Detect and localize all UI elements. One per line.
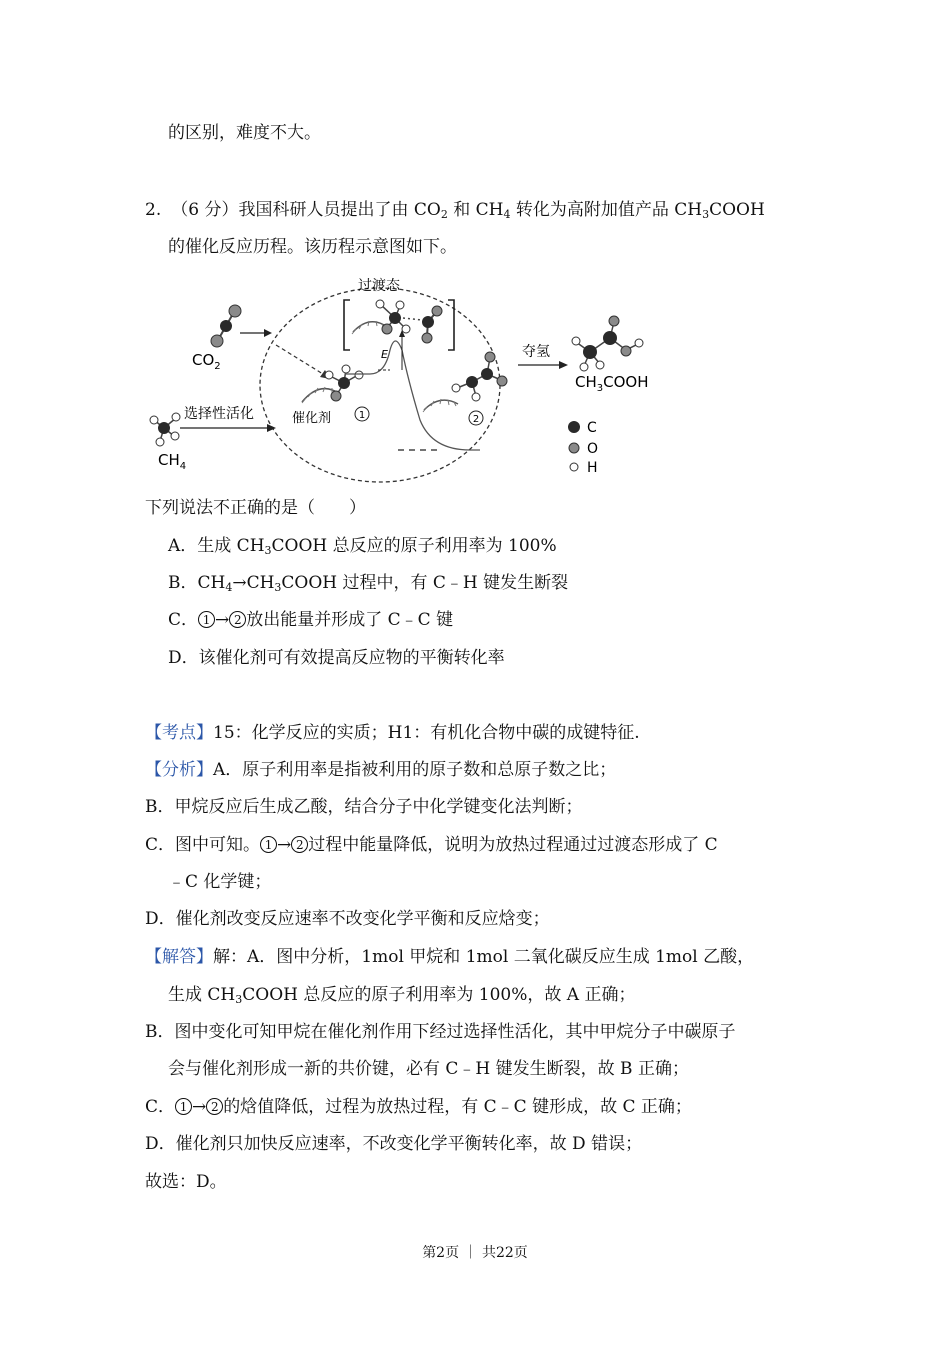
stem-text-1: 我国科研人员提出了由 CO <box>238 200 441 220</box>
intro-line: 的区别，难度不大。 <box>168 123 321 143</box>
circled-2: 2 <box>229 611 246 628</box>
jieda-b1: B．图中变化可知甲烷在催化剂作用下经过选择性活化，其中甲烷分子中碳原子 <box>145 1022 736 1042</box>
fenxi-c: C．图中可知。 1 → 2 过程中能量降低，说明为放热过程通过过渡态形成了 C <box>145 835 718 855</box>
stem-text-3: 转化为高附加值产品 CH <box>510 200 703 220</box>
legend-hydrogen-label: H <box>587 460 598 476</box>
ch4-molecule <box>150 413 180 446</box>
option-c: C． 1 → 2 放出能量并形成了 C﹣C 键 <box>168 610 454 630</box>
step-1-number: 1 <box>358 410 366 421</box>
jieda-tag: 【解答】 <box>145 947 213 967</box>
catalyst-label: 催化剂 <box>292 411 332 426</box>
question-prompt: 下列说法不正确的是（ ） <box>145 498 366 518</box>
intermediate-1 <box>325 365 363 401</box>
bracket-left <box>344 300 350 350</box>
selective-activation-label: 选择性活化 <box>184 406 254 422</box>
fenxi-b: B．甲烷反应后生成乙酸，结合分子中化学键变化法判断； <box>145 797 583 817</box>
page-footer: 第2页 ｜ 共22页 <box>422 1245 528 1261</box>
fenxi-tag: 【分析】 <box>145 760 213 780</box>
fenxi-line: 【分析】A．原子利用率是指被利用的原子数和总原子数之比； <box>145 760 617 780</box>
dehydrogenation-label: 夺氢 <box>522 344 550 360</box>
legend-hydrogen-swatch <box>570 463 578 471</box>
jieda-d: D．催化剂只加快反应速率，不改变化学平衡转化率，故 D 错误； <box>145 1134 643 1154</box>
reaction-diagram <box>140 270 680 485</box>
intermediate-2 <box>452 352 507 401</box>
hydrogen-atom <box>150 416 158 424</box>
stem-text-2: 和 CH <box>447 200 504 220</box>
answer-line: 故选：D。 <box>145 1172 227 1192</box>
question-stem-line2: 的催化反应历程。该历程示意图如下。 <box>168 237 457 257</box>
oxygen-atom <box>229 305 241 317</box>
ch3cooh-molecule <box>572 316 643 371</box>
stem-sub-1: 2 <box>440 208 448 221</box>
atom-legend <box>568 420 598 476</box>
question-score: （6 分） <box>171 200 239 220</box>
option-b: B．$CH_4\to CH_3COOH$ 过程中，有 C﹣H 键发生断裂 <box>168 573 569 594</box>
co2-molecule <box>211 305 241 347</box>
carbon-atom <box>220 320 232 332</box>
energy-label: E <box>381 348 388 361</box>
legend-oxygen-swatch <box>569 443 579 453</box>
energy-curve <box>345 341 480 450</box>
transition-state-label: 过渡态 <box>358 278 400 294</box>
ch4-label: $CH_4$ <box>158 451 187 472</box>
carbon-atom <box>158 422 170 434</box>
option-a: A．生成 $CH_3COOH$ 总反应的原子利用率为 100% <box>168 536 557 557</box>
jieda-c: C． 1 → 2 的焓值降低，过程为放热过程，有 C﹣C 键形成，故 C 正确； <box>145 1097 692 1117</box>
jieda-line: 【解答】解：A．图中分析，1mol 甲烷和 1mol 二氧化碳反应生成 1mol 乙酸， <box>145 947 755 967</box>
kaodian-tag: 【考点】 <box>145 723 213 743</box>
legend-carbon-label: C <box>587 420 597 436</box>
kaodian-line: 【考点】15：化学反应的实质；H1：有机化合物中碳的成键特征. <box>145 723 640 743</box>
jieda-a2: 生成 $CH_3COOH$ 总反应的原子利用率为 100%，故 A 正确； <box>168 985 636 1006</box>
stem-sub-3: 3 <box>702 208 710 221</box>
stem-sub-2: 4 <box>503 208 511 221</box>
fenxi-c-line2: ﹣C 化学键； <box>168 872 272 892</box>
transition-molecule <box>376 300 442 343</box>
stem-text-4: COOH <box>709 200 765 220</box>
option-d: D．该催化剂可有效提高反应物的平衡转化率 <box>168 648 505 668</box>
step-2-number: 2 <box>472 414 480 425</box>
legend-carbon-swatch <box>568 421 580 433</box>
hydrogen-atom <box>171 432 179 440</box>
co2-label: $CO_2$ <box>192 351 221 372</box>
question-stem <box>145 199 765 221</box>
legend-oxygen-label: O <box>587 441 599 457</box>
product-label: $CH_3COOH$ <box>575 373 649 394</box>
hydrogen-atom <box>156 438 164 446</box>
circled-1: 1 <box>198 611 215 628</box>
jieda-b2: 会与催化剂形成一新的共价键，必有 C﹣H 键发生断裂，故 B 正确； <box>168 1059 689 1079</box>
fenxi-d: D．催化剂改变反应速率不改变化学平衡和反应焓变； <box>145 909 550 929</box>
question-number: 2. <box>145 200 162 220</box>
oxygen-atom <box>211 335 223 347</box>
hydrogen-atom <box>172 413 180 421</box>
